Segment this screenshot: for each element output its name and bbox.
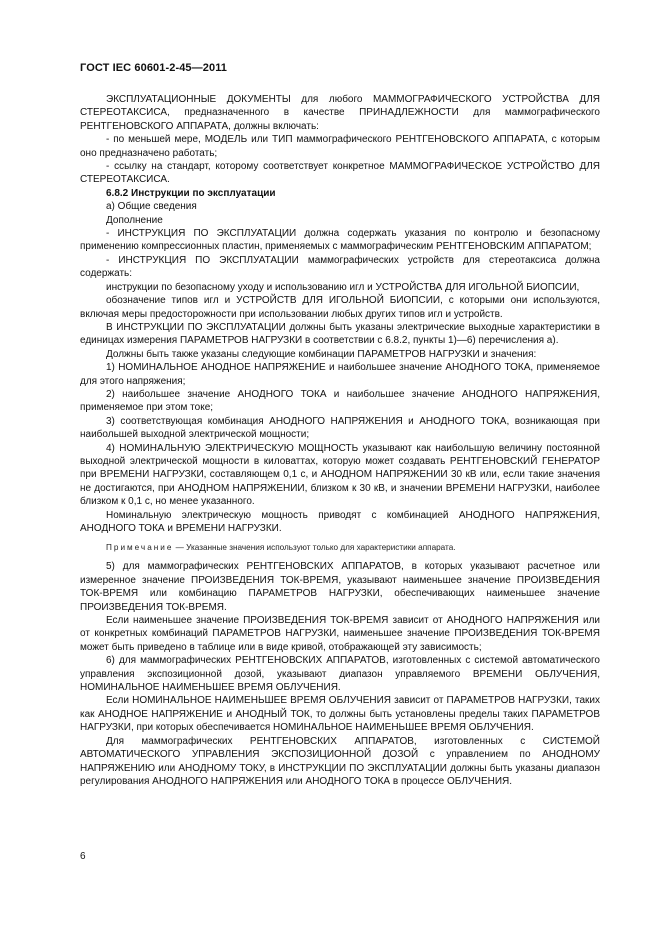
paragraph: Если НОМИНАЛЬНОЕ НАИМЕНЬШЕЕ ВРЕМЯ ОБЛУЧЕНИЯ зависит от ПАРАМЕТРОВ НАГРУЗКИ, таких как АНОДНОЕ НАПРЯЖЕНИЕ и АНОДНЫЙ ТОК, то должны быть установлены пределы таких ПАРАМЕТРОВ НАГРУЗКИ, при которых обеспечивается НОМИНАЛЬНОЕ НАИМЕНЬШЕЕ ВРЕМЯ ОБЛУЧЕНИЯ. <box>80 695 600 734</box>
paragraph: Для маммографических РЕНТГЕНОВСКИХ АППАРАТОВ, изготовленных с СИСТЕМОЙ АВТОМАТИЧЕСКОГО УПРАВЛЕНИЯ ЭКСПОЗИЦИОННОЙ ДОЗОЙ с управлением по АНОДНОМУ НАПРЯЖЕНИЮ или АНОДНОМУ ТОКУ, в ИНСТРУКЦИИ ПО ЭКСПЛУАТАЦИИ должны быть указаны диапазон регулирования АНОДНОГО НАПРЯЖЕНИЯ или АНОДНОГО ТОКА в процессе ОБЛУЧЕНИЯ. <box>80 735 600 787</box>
note <box>80 542 600 554</box>
paragraph: - ИНСТРУКЦИЯ ПО ЭКСПЛУАТАЦИИ должна содержать указания по контролю и безопасному применению компрессионных пластин, применяемых с маммографическим РЕНТГЕНОВСКИМ АППАРАТОМ; <box>80 228 600 253</box>
list-item: 1) НОМИНАЛЬНОЕ АНОДНОЕ НАПРЯЖЕНИЕ и наибольшее значение АНОДНОГО ТОКА, применяемое для этого напряжения; <box>80 362 600 387</box>
list-item: 5) для маммографических РЕНТГЕНОВСКИХ АППАРАТОВ, в которых указывают расчетное или измеренное значение ПРОИЗВЕДЕНИЯ ТОК-ВРЕМЯ, указывают наименьшее значение ПРОИЗВЕДЕНИЯ ТОК-ВРЕМЯ или комбинацию ПАРАМЕТРОВ НАГРУЗКИ, обеспечивающих наименьшее значение ПРОИЗВЕДЕНИЯ ТОК-ВРЕМЯ. <box>80 561 600 613</box>
paragraph: - ИНСТРУКЦИЯ ПО ЭКСПЛУАТАЦИИ маммографических устройств для стереотаксиса должна содержать: <box>80 254 600 280</box>
standard-title: ГОСТ IEC 60601-2-45—2011 <box>80 62 228 74</box>
list-item: 6) для маммографических РЕНТГЕНОВСКИХ АППАРАТОВ, изготовленных с системой автоматического управления экспозиционной дозой, указывают диапазон управляемого ВРЕМЕНИ ОБЛУЧЕНИЯ, НОМИНАЛЬНОЕ НАИМЕНЬШЕЕ ВРЕМЯ ОБЛУЧЕНИЯ. <box>80 655 600 694</box>
paragraph: - по меньшей мере, МОДЕЛЬ или ТИП маммографического РЕНТГЕНОВСКОГО АППАРАТА, с которым оно предназначено работать; <box>80 134 600 159</box>
paragraph: Дополнение <box>106 214 163 226</box>
paragraph: а) Общие сведения <box>106 201 197 213</box>
paragraph: ЭКСПЛУАТАЦИОННЫЕ ДОКУМЕНТЫ для любого МАММОГРАФИЧЕСКОГО УСТРОЙСТВА ДЛЯ СТЕРЕОТАКСИСА, предназначенного в качестве ПРИНАДЛЕЖНОСТИ для маммографического РЕНТГЕНОВСКОГО АППАРАТА, должны включать: <box>80 94 600 132</box>
list-item: 4) НОМИНАЛЬНУЮ ЭЛЕКТРИЧЕСКУЮ МОЩНОСТЬ указывают как наибольшую величину постоянной выходной электрической мощности в киловаттах, которую может создавать РЕНТГЕНОВСКИЙ ГЕНЕРАТОР при ВРЕМЕНИ НАГРУЗКИ, составляющем 0,1 с, и АНОДНОМ НАПРЯЖЕНИИ 30 кВ или, если такие значения не достигаются, при АНОДНОМ НАПРЯЖЕНИИ, близком к 30 кВ, и значении ВРЕМЕНИ НАГРУЗКИ, наиболее близком к 0,1 с, но менее указанного. <box>80 442 600 508</box>
note-text: — Указанные значения используют только для характеристики аппарата. <box>175 543 456 553</box>
document-body <box>80 93 600 788</box>
paragraph: Номинальную электрическую мощность приводят с комбинацией АНОДНОГО НАПРЯЖЕНИЯ, АНОДНОГО ТОКА и ВРЕМЕНИ НАГРУЗКИ. <box>80 509 600 534</box>
paragraph: - ссылку на стандарт, которому соответствует конкретное МАММОГРАФИЧЕСКОЕ УСТРОЙСТВО ДЛЯ СТЕРЕОТАКСИСА. <box>80 161 600 186</box>
section-heading: 6.8.2 Инструкции по эксплуатации <box>106 187 276 199</box>
paragraph: обозначение типов игл и УСТРОЙСТВ ДЛЯ ИГОЛЬНОЙ БИОПСИИ, с которыми они используются, включая меры предосторожности при использовании любых других типов игл и устройств. <box>80 295 600 320</box>
note-label: Примечание <box>106 543 174 553</box>
paragraph: Если наименьшее значение ПРОИЗВЕДЕНИЯ ТОК-ВРЕМЯ зависит от АНОДНОГО НАПРЯЖЕНИЯ или от конкретных комбинаций ПАРАМЕТРОВ НАГРУЗКИ, наименьшее значение ПРОИЗВЕДЕНИЯ ТОК-ВРЕМЯ может быть приведено в таблице или в виде кривой, отображающей эту зависимость; <box>80 615 600 653</box>
list-item: 2) наибольшее значение АНОДНОГО ТОКА и наибольшее значение АНОДНОГО НАПРЯЖЕНИЯ, применяемое при этом токе; <box>80 388 600 414</box>
page-number: 6 <box>80 851 86 862</box>
paragraph: Должны быть также указаны следующие комбинации ПАРАМЕТРОВ НАГРУЗКИ и значения: <box>106 348 537 360</box>
list-item: 3) соответствующая комбинация АНОДНОГО НАПРЯЖЕНИЯ и АНОДНОГО ТОКА, возникающая при наибольшей выходной электрической мощности; <box>80 415 600 441</box>
paragraph: инструкции по безопасному уходу и использованию игл и УСТРОЙСТВА ДЛЯ ИГОЛЬНОЙ БИОПСИИ, <box>106 281 580 293</box>
paragraph: В ИНСТРУКЦИИ ПО ЭКСПЛУАТАЦИИ должны быть указаны электрические выходные характеристики в единицах измерения ПАРАМЕТРОВ НАГРУЗКИ в соответствии с 6.8.2, пункты 1)—6) перечисления а). <box>80 321 600 347</box>
